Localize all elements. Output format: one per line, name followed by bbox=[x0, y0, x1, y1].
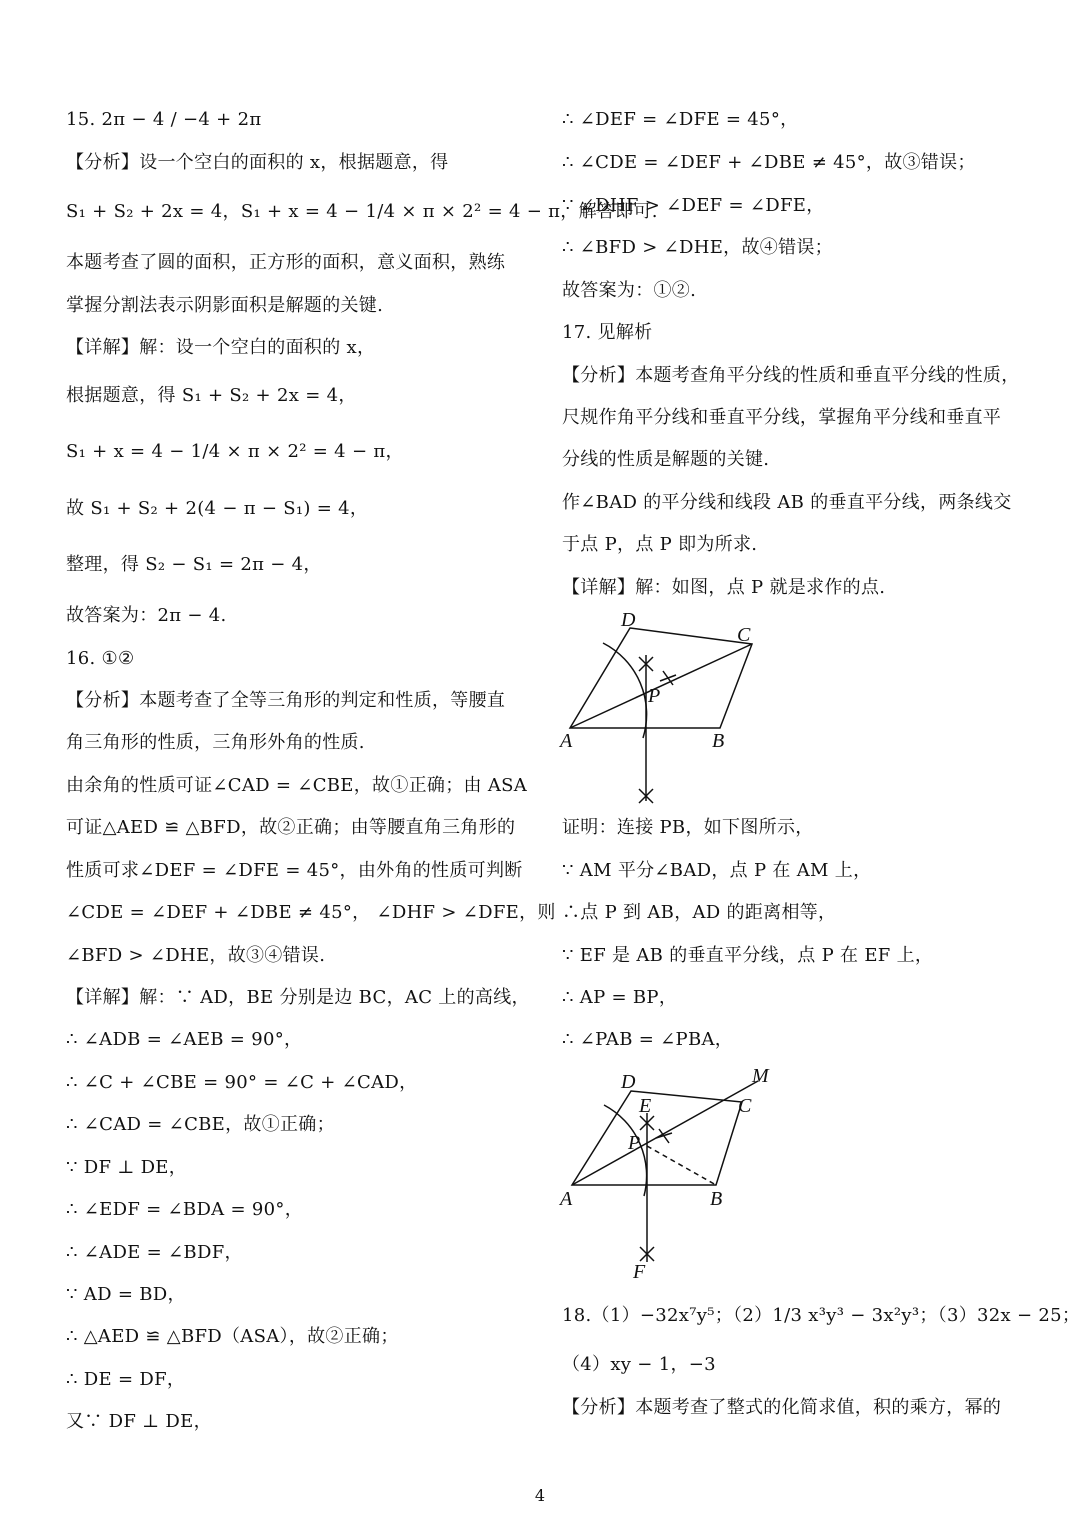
text-line: 角三角形的性质，三角形外角的性质. bbox=[66, 732, 365, 753]
segment-pb bbox=[647, 1146, 716, 1185]
text-line: 【分析】本题考查了全等三角形的判定和性质，等腰直 bbox=[66, 690, 506, 711]
text-line: ∴ ∠BFD > ∠DHE，故④错误； bbox=[562, 237, 833, 258]
text-line: ∠BFD > ∠DHE，故③④错误. bbox=[66, 945, 326, 966]
text-line: 于点 P，点 P 即为所求. bbox=[562, 534, 758, 555]
text-line: ∵ ∠DHF > ∠DEF = ∠DFE， bbox=[562, 195, 825, 216]
label-b: B bbox=[712, 730, 725, 752]
text-line: 【分析】本题考查角平分线的性质和垂直平分线的性质， bbox=[562, 365, 1020, 386]
text-line: 17. 见解析 bbox=[562, 322, 653, 343]
figure-angle-bisector-construction bbox=[540, 605, 1080, 814]
text-line: 故 S₁ + S₂ + 2(4 − π − S₁) = 4， bbox=[66, 498, 369, 519]
text-line: 15. 2π − 4 / −4 + 2π bbox=[66, 109, 262, 130]
text-line: ∴ ∠C + ∠CBE = 90° = ∠C + ∠CAD， bbox=[66, 1072, 418, 1093]
label-d: D bbox=[621, 609, 636, 631]
text-line: 根据题意，得 S₁ + S₂ + 2x = 4， bbox=[66, 385, 357, 406]
text-line: 又∵ DF ⊥ DE， bbox=[66, 1411, 212, 1432]
text-line: 可证△AED ≌ △BFD，故②正确；由等腰直角三角形的 bbox=[66, 817, 516, 838]
label-b: B bbox=[710, 1188, 723, 1210]
bisector-am bbox=[572, 1081, 758, 1185]
text-line: 【详解】解：设一个空白的面积的 x， bbox=[66, 337, 376, 358]
label-c: C bbox=[738, 1095, 752, 1117]
text-line: ∴ ∠CAD = ∠CBE，故①正确； bbox=[66, 1114, 335, 1135]
text-line: 作∠BAD 的平分线和线段 AB 的垂直平分线，两条线交 bbox=[562, 492, 1012, 513]
text-line: ∴点 P 到 AB，AD 的距离相等， bbox=[562, 902, 837, 923]
text-line: ∠CDE = ∠DEF + ∠DBE ≠ 45°， ∠DHF > ∠DFE，则 bbox=[66, 902, 556, 923]
text-line: ∴ ∠ADB = ∠AEB = 90°， bbox=[66, 1029, 303, 1050]
page-number: 4 bbox=[534, 1486, 546, 1505]
text-line: 【详解】解：如图，点 P 就是求作的点. bbox=[562, 577, 886, 598]
label-p: P bbox=[648, 685, 661, 707]
text-line: ∵ AD = BD， bbox=[66, 1284, 186, 1305]
text-line: ∴ ∠EDF = ∠BDA = 90°， bbox=[66, 1199, 304, 1220]
text-line: 性质可求∠DEF = ∠DFE = 45°，由外角的性质可判断 bbox=[66, 860, 523, 881]
text-line: 由余角的性质可证∠CAD = ∠CBE，故①正确；由 ASA bbox=[66, 775, 528, 796]
label-e: E bbox=[639, 1095, 652, 1117]
construction-arc bbox=[604, 1105, 647, 1196]
text-line: S₁ + x = 4 − 1/4 × π × 2² = 4 − π， bbox=[66, 441, 404, 462]
label-c: C bbox=[737, 624, 751, 646]
text-line: ∴ ∠DEF = ∠DFE = 45°， bbox=[562, 109, 799, 130]
text-line: 【详解】解：∵ AD，BE 分别是边 BC，AC 上的高线， bbox=[66, 987, 530, 1008]
text-line: ∴ △AED ≌ △BFD（ASA），故②正确； bbox=[66, 1326, 399, 1347]
text-line: ∵ EF 是 AB 的垂直平分线，点 P 在 EF 上， bbox=[562, 945, 934, 966]
text-line: 尺规作角平分线和垂直平分线，掌握角平分线和垂直平 bbox=[562, 407, 1002, 428]
text-line: 【分析】设一个空白的面积的 x，根据题意，得 bbox=[66, 152, 449, 173]
label-f: F bbox=[633, 1261, 646, 1283]
label-p: P bbox=[628, 1132, 641, 1154]
label-m: M bbox=[752, 1065, 769, 1087]
text-line: ∵ DF ⊥ DE， bbox=[66, 1157, 188, 1178]
text-line: （4）xy − 1，−3 bbox=[562, 1354, 716, 1375]
text-line: ∴ ∠PAB = ∠PBA， bbox=[562, 1029, 734, 1050]
label-a: A bbox=[560, 730, 573, 752]
text-line: ∴ DE = DF， bbox=[66, 1369, 186, 1390]
text-line: 证明：连接 PB，如下图所示， bbox=[562, 817, 814, 838]
text-line: ∵ AM 平分∠BAD，点 P 在 AM 上， bbox=[562, 860, 872, 881]
text-line: 18.（1）−32x⁷y⁵；（2）1/3 x³y³ − 3x²y³；（3）32x − 25； bbox=[562, 1305, 1080, 1326]
text-line: 16. ①② bbox=[66, 648, 135, 669]
text-line: 【分析】本题考查了整式的化简求值，积的乘方，幂的 bbox=[562, 1397, 1002, 1418]
text-line: 掌握分割法表示阴影面积是解题的关键. bbox=[66, 295, 384, 316]
text-line: 故答案为：①②. bbox=[562, 280, 697, 301]
text-line: ∴ AP = BP， bbox=[562, 987, 678, 1008]
text-line: ∴ ∠ADE = ∠BDF， bbox=[66, 1242, 243, 1263]
text-line: 本题考查了圆的面积，正方形的面积，意义面积，熟练 bbox=[66, 252, 506, 273]
text-line: ∴ ∠CDE = ∠DEF + ∠DBE ≠ 45°，故③错误； bbox=[562, 152, 976, 173]
label-a: A bbox=[560, 1188, 573, 1210]
label-d: D bbox=[621, 1071, 636, 1093]
figure-proof-diagram bbox=[540, 1058, 1080, 1292]
text-line: S₁ + S₂ + 2x = 4，S₁ + x = 4 − 1/4 × π × 2² = 4 − π，解答即可. bbox=[66, 201, 658, 222]
text-line: 分线的性质是解题的关键. bbox=[562, 449, 770, 470]
parallelogram-abcd bbox=[570, 628, 752, 728]
text-line: 故答案为：2π − 4. bbox=[66, 605, 227, 626]
text-line: 整理，得 S₂ − S₁ = 2π − 4， bbox=[66, 554, 322, 575]
